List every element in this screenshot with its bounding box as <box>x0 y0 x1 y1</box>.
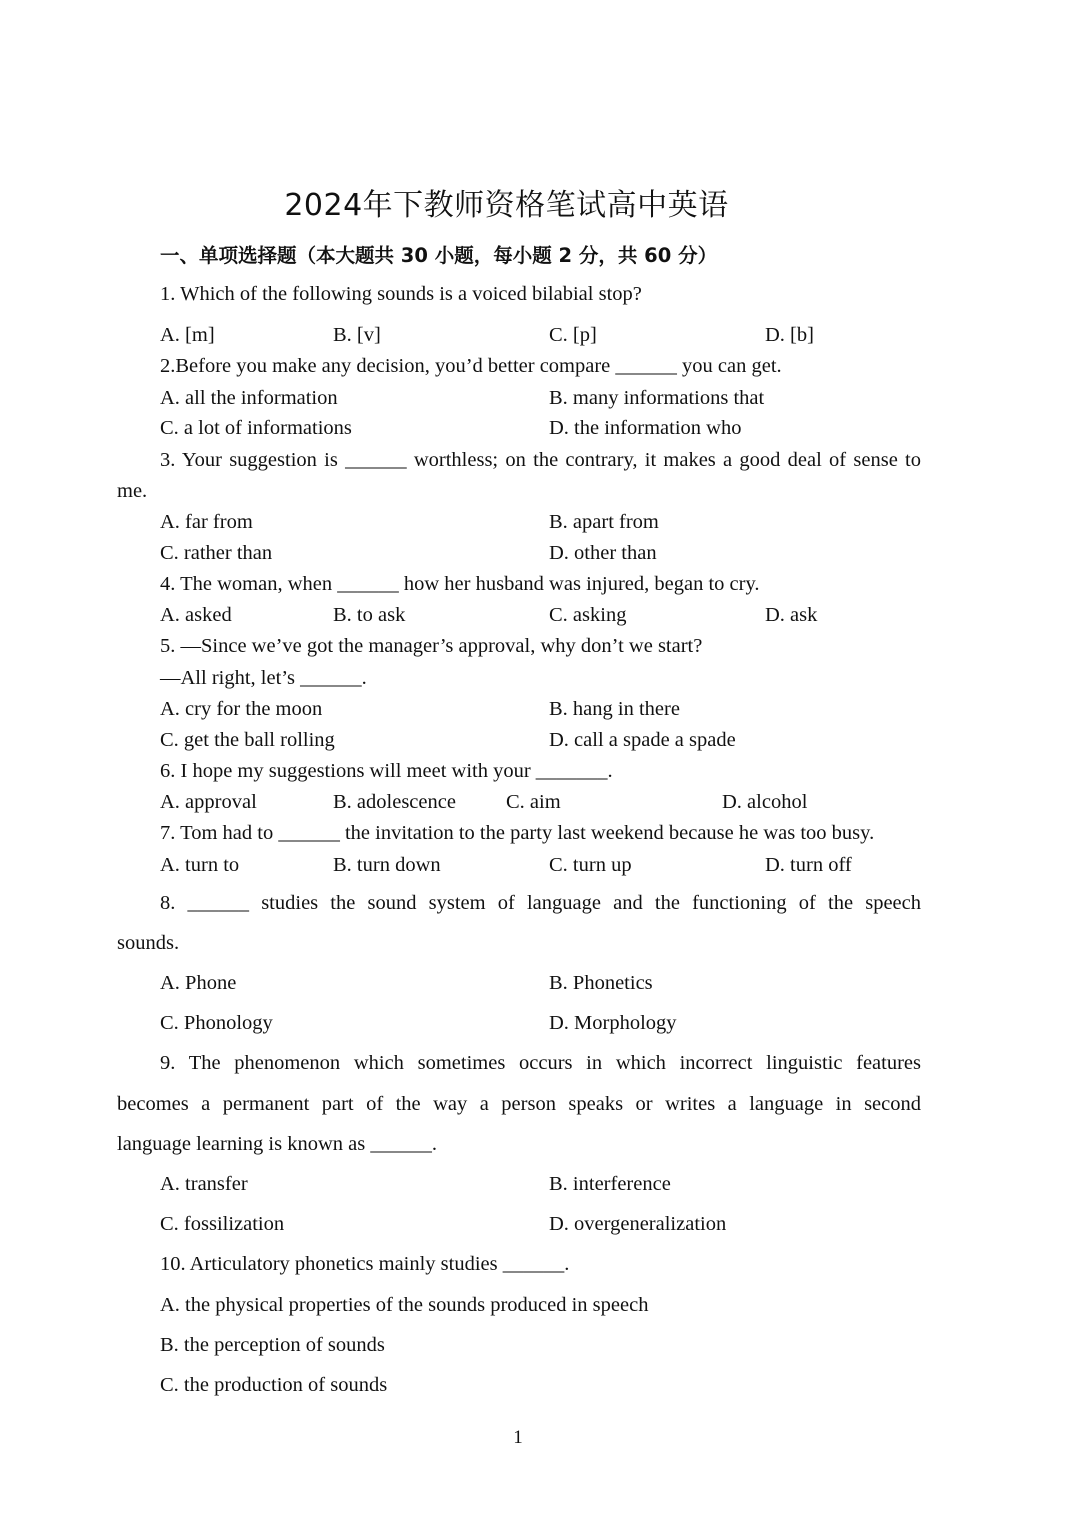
question-4-stem: 4. The woman, when ______ how her husband was injured, began to cry. <box>160 573 760 595</box>
q2-option-a: A. all the information <box>160 387 338 409</box>
q6-option-c: C. aim <box>506 791 561 813</box>
q10-option-b: B. the perception of sounds <box>160 1334 385 1356</box>
q7-option-a: A. turn to <box>160 854 240 876</box>
q8-option-a: A. Phone <box>160 972 237 994</box>
q5-option-c: C. get the ball rolling <box>160 729 335 751</box>
q4-option-d: D. ask <box>765 604 818 626</box>
question-9-stem-end: language learning is known as ______. <box>117 1133 437 1155</box>
section-header: 一、单项选择题（本大题共 30 小题，每小题 2 分，共 60 分） <box>160 244 718 267</box>
q5-option-b: B. hang in there <box>549 698 680 720</box>
question-9-stem-cont: becomes a permanent part of the way a person speaks or writes a language in second <box>117 1093 921 1115</box>
question-3-stem: 3. Your suggestion is ______ worthless; on the contrary, it makes a good deal of sense to <box>160 449 921 471</box>
q3-option-a: A. far from <box>160 511 253 533</box>
q4-option-a: A. asked <box>160 604 232 626</box>
q2-option-c: C. a lot of informations <box>160 417 352 439</box>
q6-option-b: B. adolescence <box>333 791 456 813</box>
q8-option-b: B. Phonetics <box>549 972 653 994</box>
question-9-stem: 9. The phenomenon which sometimes occurs in which incorrect linguistic features <box>160 1052 921 1074</box>
q1-option-c: C. [p] <box>549 324 597 346</box>
q2-option-b: B. many informations that <box>549 387 765 409</box>
q9-option-c: C. fossilization <box>160 1213 285 1235</box>
question-5-stem: 5. —Since we’ve got the manager’s approval, why don’t we start? <box>160 635 703 657</box>
q4-option-b: B. to ask <box>333 604 406 626</box>
page-number: 1 <box>513 1427 523 1448</box>
q1-option-a: A. [m] <box>160 324 215 346</box>
q3-option-b: B. apart from <box>549 511 659 533</box>
page-title: 2024年下教师资格笔试高中英语 <box>284 188 729 223</box>
q5-option-d: D. call a spade a spade <box>549 729 736 751</box>
question-5-reply: —All right, let’s ______. <box>160 667 367 689</box>
question-8-stem: 8. ______ studies the sound system of language and the functioning of the speech <box>160 892 921 914</box>
question-7-stem: 7. Tom had to ______ the invitation to the party last weekend because he was too busy. <box>160 822 875 844</box>
question-10-stem: 10. Articulatory phonetics mainly studies ______. <box>160 1253 570 1275</box>
q10-option-a: A. the physical properties of the sounds produced in speech <box>160 1294 649 1316</box>
q1-option-d: D. [b] <box>765 324 814 346</box>
q6-option-a: A. approval <box>160 791 257 813</box>
q7-option-b: B. turn down <box>333 854 441 876</box>
question-2-stem: 2.Before you make any decision, you’d better compare ______ you can get. <box>160 355 782 377</box>
q7-option-d: D. turn off <box>765 854 852 876</box>
question-8-stem-cont: sounds. <box>117 932 180 954</box>
q4-option-c: C. asking <box>549 604 627 626</box>
q6-option-d: D. alcohol <box>722 791 808 813</box>
q9-option-b: B. interference <box>549 1173 671 1195</box>
question-6-stem: 6. I hope my suggestions will meet with your _______. <box>160 760 613 782</box>
question-3-stem-cont: me. <box>117 480 148 502</box>
q2-option-d: D. the information who <box>549 417 742 439</box>
q10-option-c: C. the production of sounds <box>160 1374 388 1396</box>
q1-option-b: B. [v] <box>333 324 381 346</box>
q7-option-c: C. turn up <box>549 854 632 876</box>
q3-option-d: D. other than <box>549 542 657 564</box>
q8-option-c: C. Phonology <box>160 1012 273 1034</box>
q8-option-d: D. Morphology <box>549 1012 677 1034</box>
q5-option-a: A. cry for the moon <box>160 698 323 720</box>
q9-option-a: A. transfer <box>160 1173 248 1195</box>
question-1-stem: 1. Which of the following sounds is a voiced bilabial stop? <box>160 283 642 305</box>
q3-option-c: C. rather than <box>160 542 273 564</box>
q9-option-d: D. overgeneralization <box>549 1213 727 1235</box>
